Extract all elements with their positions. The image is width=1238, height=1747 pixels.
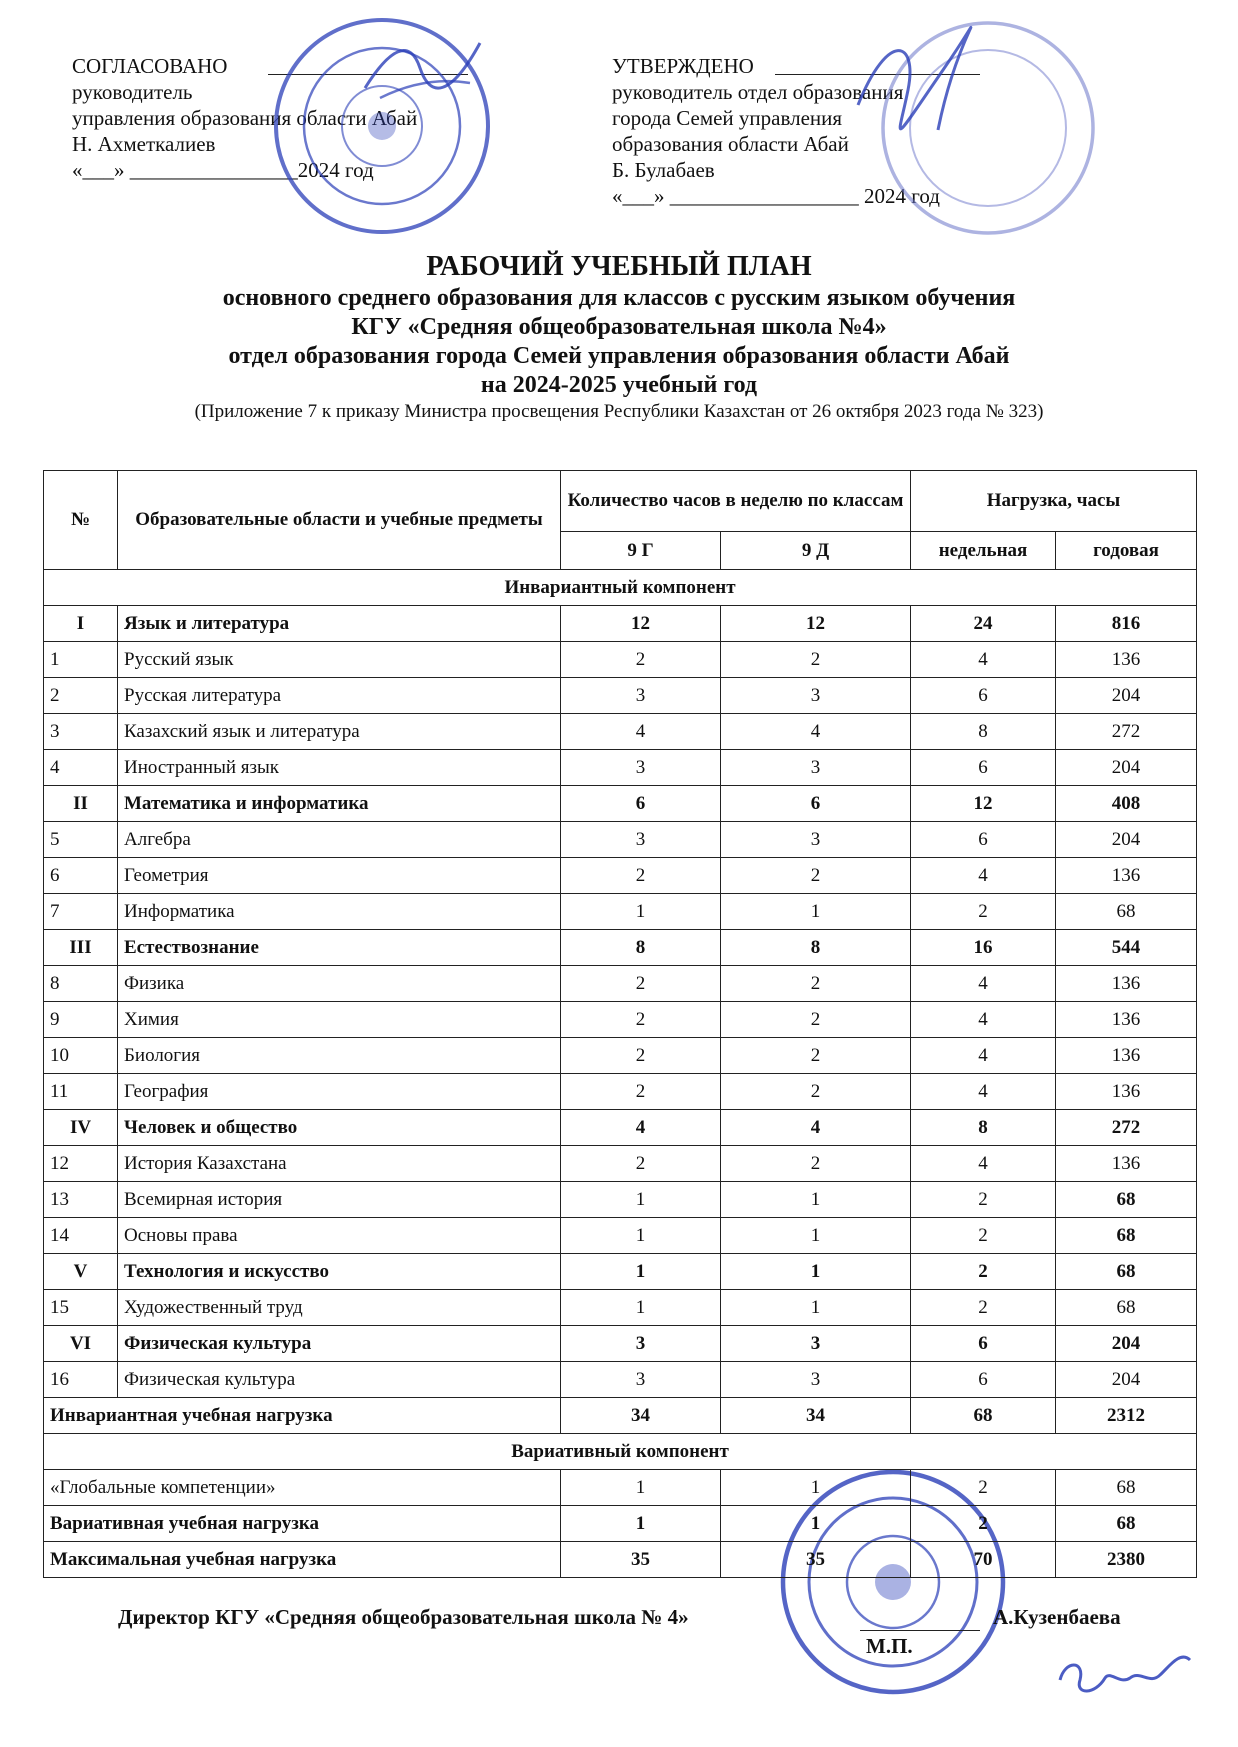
subject-row bbox=[44, 678, 1197, 714]
variative-total-row bbox=[44, 1506, 1197, 1542]
area-row bbox=[44, 1254, 1197, 1290]
row-number: 6 bbox=[44, 858, 118, 894]
total-class-b: 35 bbox=[721, 1542, 911, 1578]
row-weekly-load: 2 bbox=[911, 1218, 1056, 1254]
row-subject-name: Физическая культура bbox=[118, 1326, 561, 1362]
page-title: РАБОЧИЙ УЧЕБНЫЙ ПЛАН bbox=[426, 251, 812, 282]
invariant-total-row bbox=[44, 1398, 1197, 1434]
row-hours-class-b: 2 bbox=[721, 1038, 911, 1074]
row-yearly-load: 136 bbox=[1056, 1038, 1197, 1074]
title-line2: основного среднего образования для классов с русским языком обучения bbox=[222, 285, 1016, 311]
row-weekly-load: 4 bbox=[911, 1074, 1056, 1110]
row-yearly-load: 68 bbox=[1056, 1290, 1197, 1326]
row-subject-name: Технология и искусство bbox=[118, 1254, 561, 1290]
row-hours-class-a: 2 bbox=[561, 1002, 721, 1038]
row-hours-class-b: 1 bbox=[721, 1254, 911, 1290]
row-number: II bbox=[44, 786, 118, 822]
total-label: «Глобальные компетенции» bbox=[44, 1470, 561, 1506]
row-hours-class-a: 3 bbox=[561, 750, 721, 786]
row-subject-name: Алгебра bbox=[118, 822, 561, 858]
total-weekly: 68 bbox=[911, 1398, 1056, 1434]
subject-row bbox=[44, 822, 1197, 858]
row-hours-class-b: 12 bbox=[721, 606, 911, 642]
approval-left-signature-line bbox=[268, 74, 468, 75]
row-hours-class-b: 1 bbox=[721, 894, 911, 930]
row-yearly-load: 204 bbox=[1056, 750, 1197, 786]
row-subject-name: Математика и информатика bbox=[118, 786, 561, 822]
row-hours-class-a: 1 bbox=[561, 894, 721, 930]
row-number: 13 bbox=[44, 1182, 118, 1218]
row-yearly-load: 204 bbox=[1056, 1326, 1197, 1362]
row-yearly-load: 136 bbox=[1056, 1146, 1197, 1182]
row-yearly-load: 136 bbox=[1056, 1002, 1197, 1038]
row-weekly-load: 2 bbox=[911, 894, 1056, 930]
row-yearly-load: 136 bbox=[1056, 858, 1197, 894]
table-header-row bbox=[44, 471, 1197, 532]
row-hours-class-a: 1 bbox=[561, 1290, 721, 1326]
row-number: I bbox=[44, 606, 118, 642]
approval-right-name: Б. Булабаев bbox=[612, 158, 715, 182]
row-hours-class-a: 2 bbox=[561, 966, 721, 1002]
row-yearly-load: 204 bbox=[1056, 678, 1197, 714]
area-row bbox=[44, 786, 1197, 822]
approval-right-line3: образования области Абай bbox=[612, 132, 849, 156]
total-class-a: 1 bbox=[561, 1470, 721, 1506]
row-subject-name: География bbox=[118, 1074, 561, 1110]
row-weekly-load: 6 bbox=[911, 1362, 1056, 1398]
row-yearly-load: 272 bbox=[1056, 714, 1197, 750]
footer-signature-line bbox=[860, 1630, 980, 1631]
subject-row bbox=[44, 1146, 1197, 1182]
row-number: 16 bbox=[44, 1362, 118, 1398]
row-weekly-load: 2 bbox=[911, 1254, 1056, 1290]
total-weekly: 2 bbox=[911, 1506, 1056, 1542]
header-weekly: недельная bbox=[911, 532, 1056, 570]
row-hours-class-a: 8 bbox=[561, 930, 721, 966]
row-number: V bbox=[44, 1254, 118, 1290]
section-row-invariant bbox=[44, 570, 1197, 606]
row-yearly-load: 68 bbox=[1056, 1218, 1197, 1254]
header-load: Нагрузка, часы bbox=[911, 471, 1197, 532]
row-weekly-load: 16 bbox=[911, 930, 1056, 966]
footer-mp: М.П. bbox=[866, 1634, 913, 1658]
approval-left-date: «___» ________________2024 год bbox=[72, 158, 374, 182]
row-hours-class-b: 2 bbox=[721, 966, 911, 1002]
approval-right-line2: города Семей управления bbox=[612, 106, 843, 130]
row-weekly-load: 8 bbox=[911, 714, 1056, 750]
row-yearly-load: 136 bbox=[1056, 1074, 1197, 1110]
title-line3: КГУ «Средняя общеобразовательная школа №4» bbox=[351, 314, 887, 340]
row-hours-class-a: 4 bbox=[561, 714, 721, 750]
row-number: 2 bbox=[44, 678, 118, 714]
row-weekly-load: 12 bbox=[911, 786, 1056, 822]
row-weekly-load: 4 bbox=[911, 858, 1056, 894]
total-label: Инвариантная учебная нагрузка bbox=[44, 1398, 561, 1434]
total-class-a: 34 bbox=[561, 1398, 721, 1434]
total-weekly: 70 bbox=[911, 1542, 1056, 1578]
row-number: VI bbox=[44, 1326, 118, 1362]
title-note: (Приложение 7 к приказу Министра просвещения Республики Казахстан от 26 октября 2023 года № 323) bbox=[194, 401, 1044, 422]
row-hours-class-b: 2 bbox=[721, 642, 911, 678]
subject-row bbox=[44, 750, 1197, 786]
subject-row bbox=[44, 1182, 1197, 1218]
title-area bbox=[0, 250, 1238, 424]
row-yearly-load: 204 bbox=[1056, 822, 1197, 858]
row-yearly-load: 136 bbox=[1056, 966, 1197, 1002]
row-hours-class-a: 2 bbox=[561, 1146, 721, 1182]
row-subject-name: Естествознание bbox=[118, 930, 561, 966]
row-subject-name: Иностранный язык bbox=[118, 750, 561, 786]
subject-row bbox=[44, 714, 1197, 750]
row-hours-class-b: 2 bbox=[721, 1074, 911, 1110]
row-weekly-load: 6 bbox=[911, 1326, 1056, 1362]
subject-row bbox=[44, 1038, 1197, 1074]
row-hours-class-a: 3 bbox=[561, 822, 721, 858]
total-weekly: 2 bbox=[911, 1470, 1056, 1506]
row-hours-class-a: 3 bbox=[561, 678, 721, 714]
total-label: Максимальная учебная нагрузка bbox=[44, 1542, 561, 1578]
row-hours-class-b: 8 bbox=[721, 930, 911, 966]
row-hours-class-b: 1 bbox=[721, 1218, 911, 1254]
subject-row bbox=[44, 966, 1197, 1002]
row-hours-class-a: 2 bbox=[561, 1074, 721, 1110]
subject-row bbox=[44, 1074, 1197, 1110]
row-number: IV bbox=[44, 1110, 118, 1146]
footer-director-name: А.Кузенбаева bbox=[993, 1605, 1121, 1629]
row-number: 1 bbox=[44, 642, 118, 678]
row-subject-name: Биология bbox=[118, 1038, 561, 1074]
total-yearly: 68 bbox=[1056, 1506, 1197, 1542]
total-class-a: 35 bbox=[561, 1542, 721, 1578]
area-row bbox=[44, 606, 1197, 642]
row-yearly-load: 136 bbox=[1056, 642, 1197, 678]
header-class-b: 9 Д bbox=[721, 532, 911, 570]
total-yearly: 68 bbox=[1056, 1470, 1197, 1506]
row-weekly-load: 4 bbox=[911, 1146, 1056, 1182]
row-number: 3 bbox=[44, 714, 118, 750]
subject-row bbox=[44, 1218, 1197, 1254]
approval-right-date: «___» __________________ 2024 год bbox=[612, 184, 940, 208]
row-hours-class-b: 3 bbox=[721, 1326, 911, 1362]
row-subject-name: Физика bbox=[118, 966, 561, 1002]
row-weekly-load: 2 bbox=[911, 1290, 1056, 1326]
row-yearly-load: 68 bbox=[1056, 1254, 1197, 1290]
row-yearly-load: 816 bbox=[1056, 606, 1197, 642]
area-row bbox=[44, 1110, 1197, 1146]
max-total-row bbox=[44, 1542, 1197, 1578]
header-subject: Образовательные области и учебные предметы bbox=[118, 471, 561, 570]
row-weekly-load: 4 bbox=[911, 966, 1056, 1002]
row-subject-name: Физическая культура bbox=[118, 1362, 561, 1398]
row-hours-class-a: 2 bbox=[561, 858, 721, 894]
total-class-b: 1 bbox=[721, 1470, 911, 1506]
total-label: Вариативная учебная нагрузка bbox=[44, 1506, 561, 1542]
variative-subject-row bbox=[44, 1470, 1197, 1506]
total-class-b: 1 bbox=[721, 1506, 911, 1542]
signature-director bbox=[1050, 1640, 1200, 1710]
row-yearly-load: 544 bbox=[1056, 930, 1197, 966]
row-hours-class-b: 3 bbox=[721, 678, 911, 714]
approval-left-line2: управления образования области Абай bbox=[72, 106, 418, 130]
row-hours-class-b: 3 bbox=[721, 750, 911, 786]
total-yearly: 2312 bbox=[1056, 1398, 1197, 1434]
row-weekly-load: 4 bbox=[911, 642, 1056, 678]
row-hours-class-b: 6 bbox=[721, 786, 911, 822]
row-weekly-load: 6 bbox=[911, 750, 1056, 786]
subject-row bbox=[44, 642, 1197, 678]
approval-right-block bbox=[612, 53, 940, 209]
row-weekly-load: 24 bbox=[911, 606, 1056, 642]
row-number: III bbox=[44, 930, 118, 966]
row-hours-class-a: 4 bbox=[561, 1110, 721, 1146]
row-number: 8 bbox=[44, 966, 118, 1002]
curriculum-table bbox=[43, 470, 1197, 1578]
approval-left-line1: руководитель bbox=[72, 80, 193, 104]
row-hours-class-b: 1 bbox=[721, 1182, 911, 1218]
approval-right-heading: УТВЕРЖДЕНО bbox=[612, 54, 754, 78]
row-number: 12 bbox=[44, 1146, 118, 1182]
row-hours-class-b: 4 bbox=[721, 714, 911, 750]
row-yearly-load: 408 bbox=[1056, 786, 1197, 822]
row-number: 4 bbox=[44, 750, 118, 786]
row-number: 14 bbox=[44, 1218, 118, 1254]
row-hours-class-a: 2 bbox=[561, 642, 721, 678]
row-number: 10 bbox=[44, 1038, 118, 1074]
row-hours-class-b: 1 bbox=[721, 1290, 911, 1326]
row-hours-class-b: 4 bbox=[721, 1110, 911, 1146]
row-hours-class-a: 1 bbox=[561, 1182, 721, 1218]
row-number: 5 bbox=[44, 822, 118, 858]
row-hours-class-b: 2 bbox=[721, 858, 911, 894]
header-class-a: 9 Г bbox=[561, 532, 721, 570]
row-subject-name: Информатика bbox=[118, 894, 561, 930]
subject-row bbox=[44, 894, 1197, 930]
row-hours-class-b: 3 bbox=[721, 822, 911, 858]
row-hours-class-b: 3 bbox=[721, 1362, 911, 1398]
row-yearly-load: 204 bbox=[1056, 1362, 1197, 1398]
total-class-b: 34 bbox=[721, 1398, 911, 1434]
row-weekly-load: 6 bbox=[911, 822, 1056, 858]
row-number: 7 bbox=[44, 894, 118, 930]
subject-row bbox=[44, 1290, 1197, 1326]
row-hours-class-a: 3 bbox=[561, 1326, 721, 1362]
title-line4: отдел образования города Семей управления образования области Абай bbox=[228, 343, 1010, 369]
area-row bbox=[44, 1326, 1197, 1362]
row-weekly-load: 8 bbox=[911, 1110, 1056, 1146]
approval-left-name: Н. Ахметкалиев bbox=[72, 132, 216, 156]
approval-right-signature-line bbox=[775, 74, 980, 75]
header-hours: Количество часов в неделю по классам bbox=[561, 471, 911, 532]
row-hours-class-b: 2 bbox=[721, 1002, 911, 1038]
subject-row bbox=[44, 858, 1197, 894]
approval-left-block bbox=[72, 53, 417, 183]
section-label-invariant: Инвариантный компонент bbox=[44, 570, 1197, 606]
row-subject-name: Основы права bbox=[118, 1218, 561, 1254]
row-hours-class-a: 2 bbox=[561, 1038, 721, 1074]
section-label-variative: Вариативный компонент bbox=[44, 1434, 1197, 1470]
total-yearly: 2380 bbox=[1056, 1542, 1197, 1578]
header-num: № bbox=[44, 471, 118, 570]
row-weekly-load: 2 bbox=[911, 1182, 1056, 1218]
row-subject-name: Геометрия bbox=[118, 858, 561, 894]
approval-right-line1: руководитель отдел образования bbox=[612, 80, 904, 104]
row-subject-name: Человек и общество bbox=[118, 1110, 561, 1146]
row-yearly-load: 272 bbox=[1056, 1110, 1197, 1146]
row-yearly-load: 68 bbox=[1056, 894, 1197, 930]
row-subject-name: Русский язык bbox=[118, 642, 561, 678]
row-subject-name: Русская литература bbox=[118, 678, 561, 714]
row-hours-class-a: 12 bbox=[561, 606, 721, 642]
total-class-a: 1 bbox=[561, 1506, 721, 1542]
row-subject-name: Язык и литература bbox=[118, 606, 561, 642]
row-hours-class-a: 1 bbox=[561, 1254, 721, 1290]
row-hours-class-a: 6 bbox=[561, 786, 721, 822]
row-subject-name: История Казахстана bbox=[118, 1146, 561, 1182]
row-number: 15 bbox=[44, 1290, 118, 1326]
row-subject-name: Художественный труд bbox=[118, 1290, 561, 1326]
row-weekly-load: 4 bbox=[911, 1002, 1056, 1038]
subject-row bbox=[44, 1002, 1197, 1038]
row-subject-name: Химия bbox=[118, 1002, 561, 1038]
row-weekly-load: 4 bbox=[911, 1038, 1056, 1074]
footer-director: Директор КГУ «Средняя общеобразовательная школа № 4» bbox=[118, 1605, 689, 1629]
row-subject-name: Казахский язык и литература bbox=[118, 714, 561, 750]
row-hours-class-b: 2 bbox=[721, 1146, 911, 1182]
section-row-variative bbox=[44, 1434, 1197, 1470]
area-row bbox=[44, 930, 1197, 966]
row-weekly-load: 6 bbox=[911, 678, 1056, 714]
subject-row bbox=[44, 1362, 1197, 1398]
row-subject-name: Всемирная история bbox=[118, 1182, 561, 1218]
row-hours-class-a: 3 bbox=[561, 1362, 721, 1398]
row-number: 9 bbox=[44, 1002, 118, 1038]
row-number: 11 bbox=[44, 1074, 118, 1110]
row-hours-class-a: 1 bbox=[561, 1218, 721, 1254]
approval-left-heading: СОГЛАСОВАНО bbox=[72, 54, 228, 78]
header-yearly: годовая bbox=[1056, 532, 1197, 570]
title-line5: на 2024-2025 учебный год bbox=[480, 372, 758, 398]
row-yearly-load: 68 bbox=[1056, 1182, 1197, 1218]
